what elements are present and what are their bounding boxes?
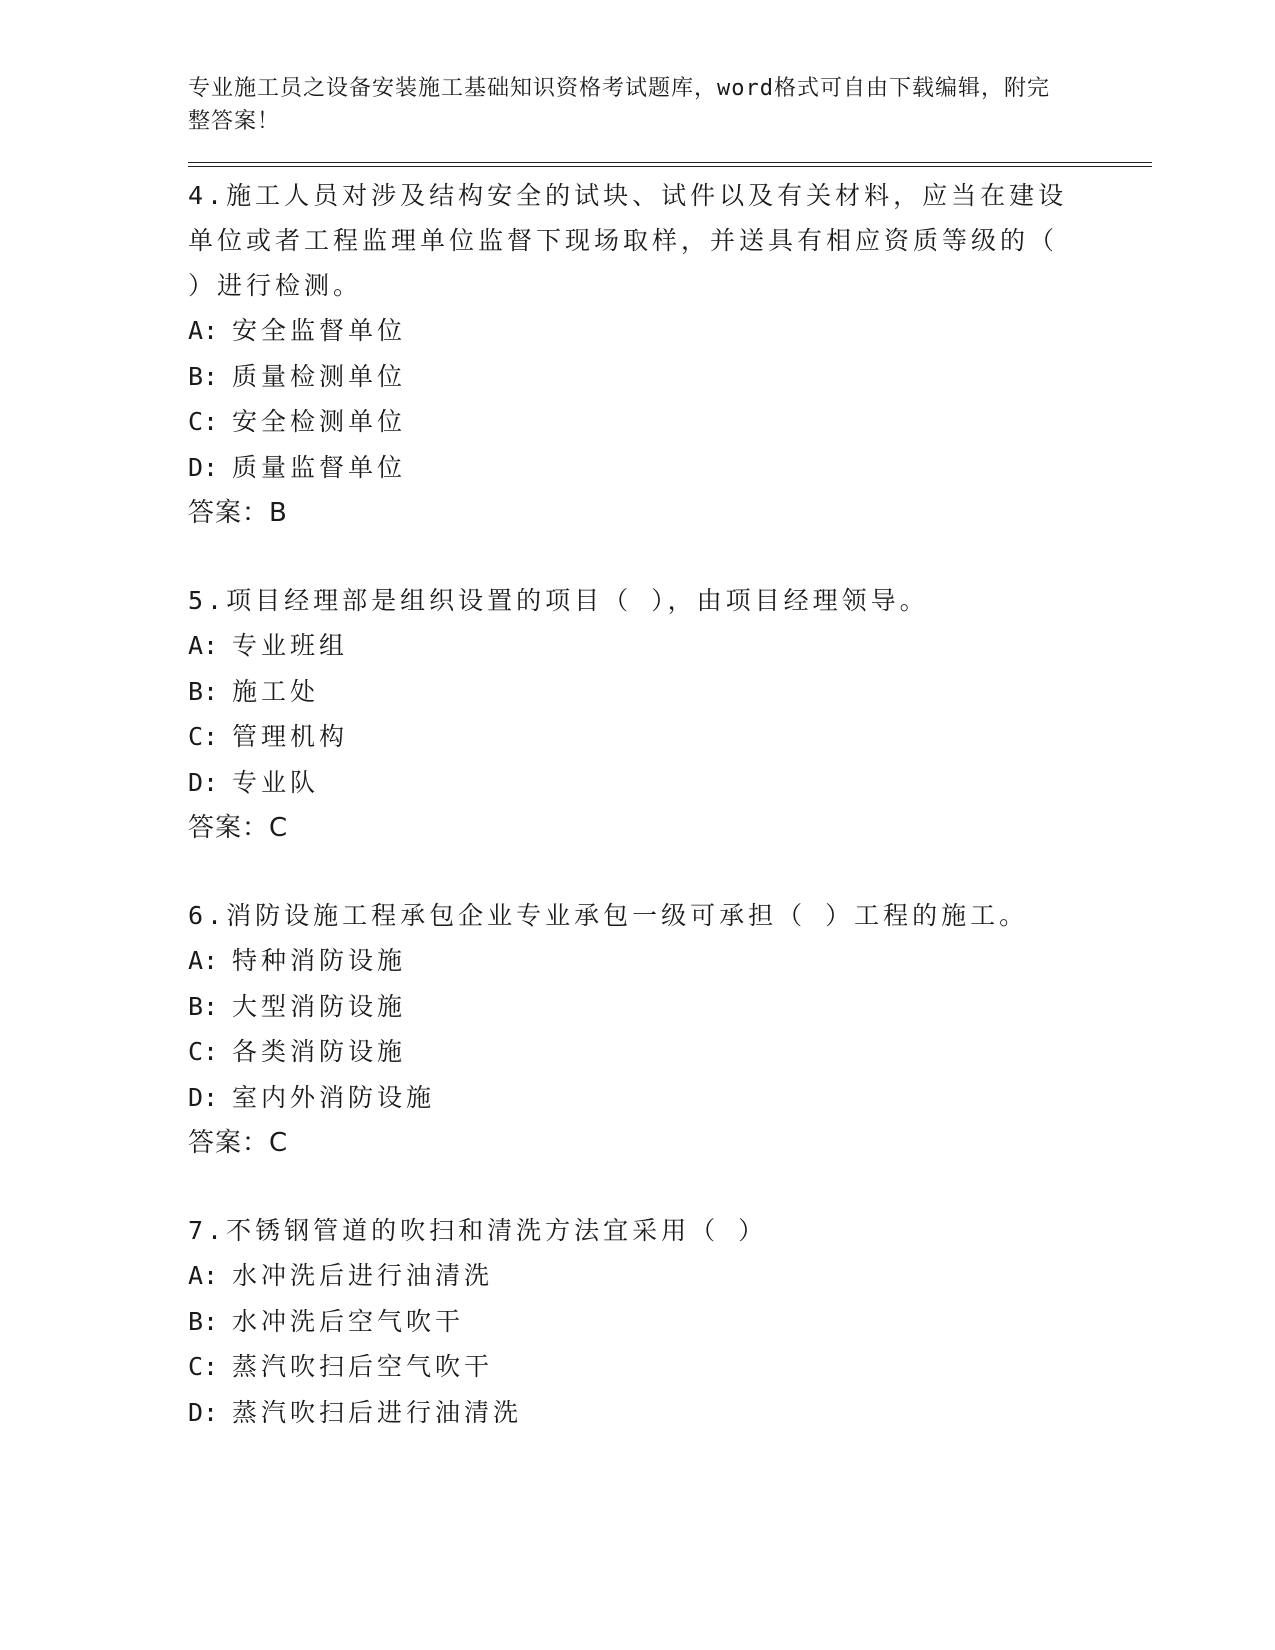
answer-line: 答案：C (188, 1128, 289, 1158)
answer-line: 答案：B (188, 498, 288, 528)
option-b (188, 354, 1152, 400)
option-d (188, 1075, 1152, 1121)
option-a (188, 1253, 1152, 1299)
option-d (188, 445, 1152, 491)
option-text: 安全检测单位 (232, 407, 407, 436)
option-text: 各类消防设施 (232, 1037, 407, 1066)
option-letter: A: (188, 631, 219, 660)
document-page (188, 72, 1152, 1435)
option-text: 蒸汽吹扫后进行油清洗 (232, 1397, 523, 1427)
option-letter: D: (188, 767, 219, 797)
option-b (188, 669, 1152, 715)
question-7 (188, 1208, 1152, 1435)
option-letter: A: (188, 946, 219, 975)
option-text: 管理机构 (232, 722, 349, 751)
option-text: 水冲洗后空气吹干 (232, 1306, 465, 1336)
option-letter: C: (188, 407, 219, 436)
option-a (188, 308, 1152, 354)
document-intro: 专业施工员之设备安装施工基础知识资格考试题库，word格式可自由下载编辑，附完整答案！ (188, 76, 1050, 134)
option-b (188, 1299, 1152, 1345)
option-letter: A: (188, 316, 219, 345)
answer-line: 答案：C (188, 813, 289, 843)
header-double-rule (188, 162, 1152, 167)
option-text: 施工处 (232, 676, 320, 706)
question-spacer (188, 536, 1152, 578)
question-spacer (188, 851, 1152, 893)
option-letter: D: (188, 1082, 219, 1112)
option-letter: B: (188, 1306, 219, 1336)
option-text: 特种消防设施 (232, 946, 407, 975)
option-c (188, 1344, 1152, 1390)
option-letter: A: (188, 1261, 219, 1290)
option-c (188, 1029, 1152, 1075)
question-stem: 7.不锈钢管道的吹扫和清洗方法宜采用（ ） (188, 1216, 768, 1245)
option-letter: C: (188, 1037, 219, 1066)
option-d (188, 1390, 1152, 1436)
option-text: 质量监督单位 (232, 452, 407, 482)
option-text: 专业班组 (232, 631, 349, 660)
question-4 (188, 173, 1152, 536)
option-letter: D: (188, 1397, 219, 1427)
option-a (188, 623, 1152, 669)
option-letter: B: (188, 676, 219, 706)
option-c (188, 399, 1152, 445)
question-5 (188, 578, 1152, 851)
option-text: 安全监督单位 (232, 316, 407, 345)
option-letter: C: (188, 1352, 219, 1381)
question-6 (188, 893, 1152, 1166)
question-spacer (188, 1166, 1152, 1208)
question-stem: 5.项目经理部是组织设置的项目（ ），由项目经理领导。 (188, 586, 929, 615)
option-text: 专业队 (232, 767, 320, 797)
option-letter: D: (188, 452, 219, 482)
option-text: 质量检测单位 (232, 361, 407, 391)
question-stem: 4.施工人员对涉及结构安全的试块、试件以及有关材料，应当在建设单位或者工程监理单位监督下现场取样，并送具有相应资质等级的（ ）进行检测。 (188, 181, 1068, 300)
option-letter: B: (188, 991, 219, 1021)
option-letter: C: (188, 722, 219, 751)
option-b (188, 984, 1152, 1030)
question-stem: 6.消防设施工程承包企业专业承包一级可承担（ ）工程的施工。 (188, 901, 1029, 930)
option-a (188, 938, 1152, 984)
option-text: 大型消防设施 (232, 991, 407, 1021)
option-text: 水冲洗后进行油清洗 (232, 1261, 494, 1290)
option-d (188, 760, 1152, 806)
option-c (188, 714, 1152, 760)
option-text: 蒸汽吹扫后空气吹干 (232, 1352, 494, 1381)
option-text: 室内外消防设施 (232, 1082, 436, 1112)
option-letter: B: (188, 361, 219, 391)
